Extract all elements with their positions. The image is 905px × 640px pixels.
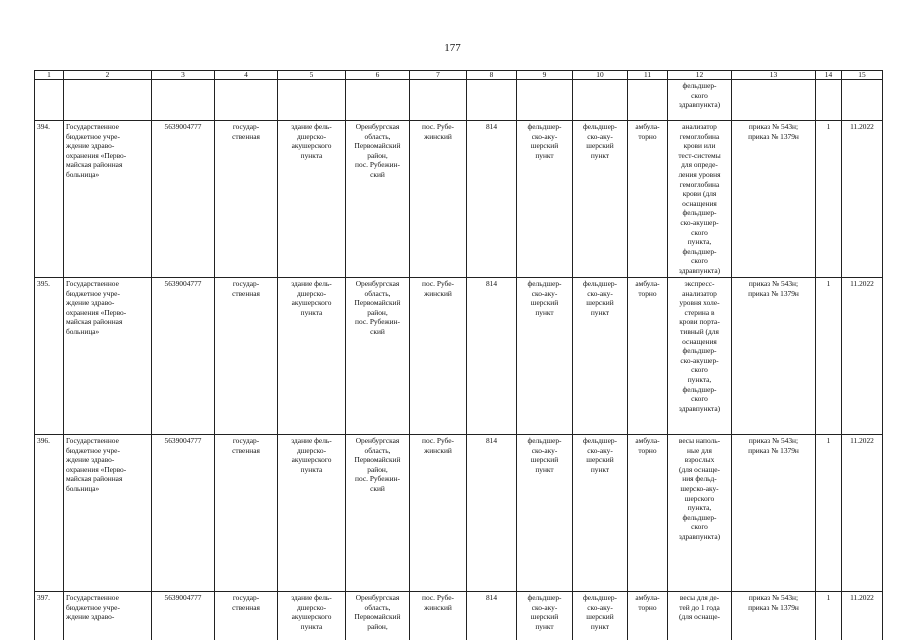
column-number: 3: [152, 71, 215, 80]
address-cell: Оренбургская область, Первомайский район,: [346, 592, 410, 640]
column-number: 6: [346, 71, 410, 80]
locality-cell: пос. Рубе- жинский: [410, 435, 467, 592]
building-type-cell: здание фель- дшерско- акушерского пункта: [278, 278, 346, 435]
continuation-equipment-cell: фельдшер- ского здравпункта): [668, 80, 732, 121]
equipment-cell: анализатор гемоглобина крови или тест-системы для опреде- ления уровня гемоглобина крови (для оснащения фельдшер- ско-акушер- ского пункта, фельдшер- ского здравпункта): [668, 121, 732, 278]
record-number-cell: 396.: [35, 435, 64, 592]
order-reference-cell: приказ № 543н; приказ № 1379н: [732, 278, 816, 435]
address-cell: Оренбургская область, Первомайский район, пос. Рубежин- ский: [346, 278, 410, 435]
column-number: 10: [573, 71, 628, 80]
column-number-row: [35, 71, 883, 80]
organization-name-cell: Государственное бюджетное учре- ждение здраво-: [64, 592, 152, 640]
record-number-cell: 397.: [35, 592, 64, 640]
code-cell: 814: [467, 435, 517, 592]
table-row: [35, 278, 883, 435]
inn-code-cell: 5639004777: [152, 278, 215, 435]
care-form-cell: амбула- торно: [628, 278, 668, 435]
locality-cell: пос. Рубе- жинский: [410, 278, 467, 435]
unit-type-cell: фельдшер- ско-аку- шерский пункт: [517, 592, 573, 640]
continuation-row: [35, 80, 883, 121]
table-row: [35, 592, 883, 640]
locality-cell: пос. Рубе- жинский: [410, 592, 467, 640]
column-number: 7: [410, 71, 467, 80]
equipment-cell: экспресс- анализатор уровня холе- стерина в крови порта- тивный (для оснащения фельдшер- ско-акушер- ского пункта, фельдшер- ского здравпункта): [668, 278, 732, 435]
building-type-cell: здание фель- дшерско- акушерского пункта: [278, 435, 346, 592]
building-type-cell: здание фель- дшерско- акушерского пункта: [278, 592, 346, 640]
care-form-cell: амбула- торно: [628, 121, 668, 278]
column-number: 15: [842, 71, 883, 80]
locality-cell: пос. Рубе- жинский: [410, 121, 467, 278]
page-number: 177: [444, 42, 461, 54]
column-number: 14: [816, 71, 842, 80]
inn-code-cell: 5639004777: [152, 435, 215, 592]
unit-name-cell: фельдшер- ско-аку- шерский пункт: [573, 278, 628, 435]
code-cell: 814: [467, 592, 517, 640]
column-number: 4: [215, 71, 278, 80]
unit-type-cell: фельдшер- ско-аку- шерский пункт: [517, 435, 573, 592]
order-reference-cell: приказ № 543н; приказ № 1379н: [732, 435, 816, 592]
column-number: 9: [517, 71, 573, 80]
record-number-cell: 395.: [35, 278, 64, 435]
record-number-cell: 394.: [35, 121, 64, 278]
address-cell: Оренбургская область, Первомайский район, пос. Рубежин- ский: [346, 121, 410, 278]
care-form-cell: амбула- торно: [628, 435, 668, 592]
table-row: [35, 121, 883, 278]
date-cell: 11.2022: [842, 435, 883, 592]
column-number: 1: [35, 71, 64, 80]
quantity-cell: 1: [816, 435, 842, 592]
date-cell: 11.2022: [842, 592, 883, 640]
equipment-cell: весы для де- тей до 1 года (для оснаще-: [668, 592, 732, 640]
column-number: 2: [64, 71, 152, 80]
organization-name-cell: Государственное бюджетное учре- ждение здраво- охранения «Перво- майская районная больница»: [64, 278, 152, 435]
organization-name-cell: Государственное бюджетное учре- ждение здраво- охранения «Перво- майская районная больница»: [64, 121, 152, 278]
building-type-cell: здание фель- дшерско- акушерского пункта: [278, 121, 346, 278]
inn-code-cell: 5639004777: [152, 121, 215, 278]
code-cell: 814: [467, 121, 517, 278]
order-reference-cell: приказ № 543н; приказ № 1379н: [732, 592, 816, 640]
unit-name-cell: фельдшер- ско-аку- шерский пункт: [573, 121, 628, 278]
code-cell: 814: [467, 278, 517, 435]
column-number: 5: [278, 71, 346, 80]
column-number: 12: [668, 71, 732, 80]
inn-code-cell: 5639004777: [152, 592, 215, 640]
ownership-form-cell: государ- ственная: [215, 121, 278, 278]
ownership-form-cell: государ- ственная: [215, 278, 278, 435]
equipment-table: [34, 70, 883, 640]
unit-type-cell: фельдшер- ско-аку- шерский пункт: [517, 278, 573, 435]
column-number: 8: [467, 71, 517, 80]
care-form-cell: амбула- торно: [628, 592, 668, 640]
date-cell: 11.2022: [842, 278, 883, 435]
unit-name-cell: фельдшер- ско-аку- шерский пункт: [573, 592, 628, 640]
unit-name-cell: фельдшер- ско-аку- шерский пункт: [573, 435, 628, 592]
table-container: [34, 70, 884, 640]
column-number: 13: [732, 71, 816, 80]
equipment-cell: весы наполь- ные для взрослых (для оснаще- ния фельд- шерско-аку- шерского пункта, фельдшер- ского здравпункта): [668, 435, 732, 592]
unit-type-cell: фельдшер- ско-аку- шерский пункт: [517, 121, 573, 278]
table-row: [35, 435, 883, 592]
order-reference-cell: приказ № 543н; приказ № 1379н: [732, 121, 816, 278]
date-cell: 11.2022: [842, 121, 883, 278]
ownership-form-cell: государ- ственная: [215, 435, 278, 592]
quantity-cell: 1: [816, 278, 842, 435]
ownership-form-cell: государ- ственная: [215, 592, 278, 640]
quantity-cell: 1: [816, 592, 842, 640]
column-number: 11: [628, 71, 668, 80]
quantity-cell: 1: [816, 121, 842, 278]
organization-name-cell: Государственное бюджетное учре- ждение здраво- охранения «Перво- майская районная больница»: [64, 435, 152, 592]
address-cell: Оренбургская область, Первомайский район, пос. Рубежин- ский: [346, 435, 410, 592]
